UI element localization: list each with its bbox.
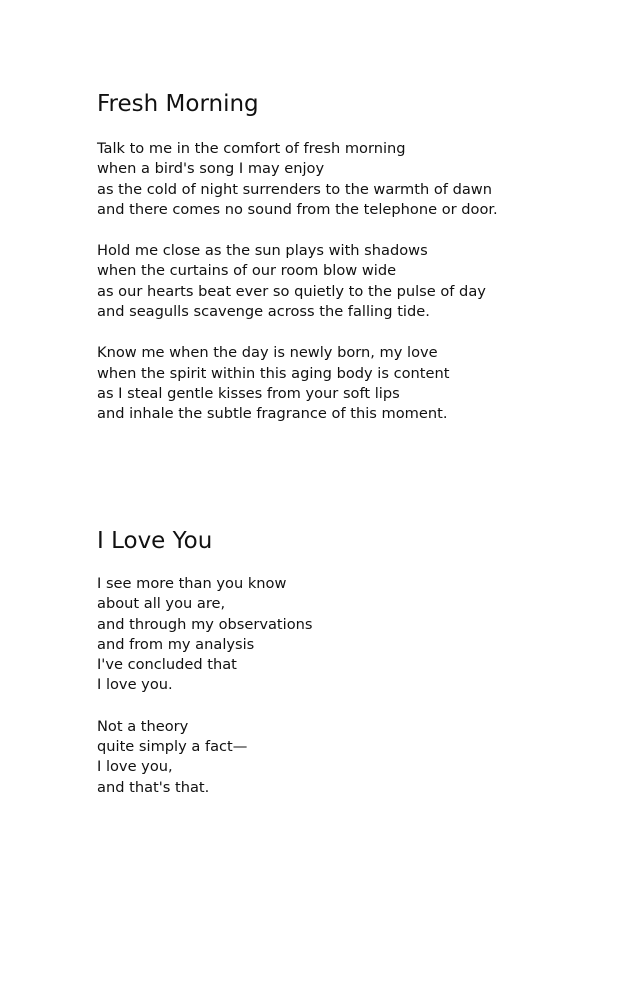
poem-line: Know me when the day is newly born, my love [97,344,438,362]
poem-line: and there comes no sound from the telephone or door. [97,200,498,218]
stanza [97,574,617,696]
poem-line: and inhale the subtle fragrance of this moment. [97,405,448,423]
poem-line: when the spirit within this aging body is content [97,364,450,382]
poem-line: as our hearts beat ever so quietly to the pulse of day [97,282,486,300]
poem-line: and that's that. [97,778,210,796]
stanza [97,717,617,798]
poem-line: Not a theory [97,717,189,735]
stanza [97,139,617,220]
poem-line: and seagulls scavenge across the falling tide. [97,303,430,321]
stanza [97,343,617,424]
poem-line: I love you, [97,758,173,776]
poem-line: quite simply a fact— [97,738,248,756]
poem-line: Hold me close as the sun plays with shadows [97,242,428,260]
poem-line: as I steal gentle kisses from your soft lips [97,384,400,402]
poem-line: about all you are, [97,595,226,613]
poem-fresh-morning [97,89,617,446]
poem-line: when a bird's song I may enjoy [97,160,325,178]
poem-line: I see more than you know [97,575,287,592]
poem-line: and through my observations [97,615,313,633]
poem-line: and from my analysis [97,635,255,653]
poem-line: I've concluded that [97,656,237,674]
poem-line: when the curtains of our room blow wide [97,262,397,280]
poem-i-love-you [97,526,617,819]
poem-title: Fresh Morning [97,91,259,117]
poem-title: I Love You [97,528,213,554]
poem-line: I love you. [97,676,173,694]
poem-line: Talk to me in the comfort of fresh morning [97,140,406,157]
stanza [97,241,617,322]
poem-line: as the cold of night surrenders to the warmth of dawn [97,180,492,198]
